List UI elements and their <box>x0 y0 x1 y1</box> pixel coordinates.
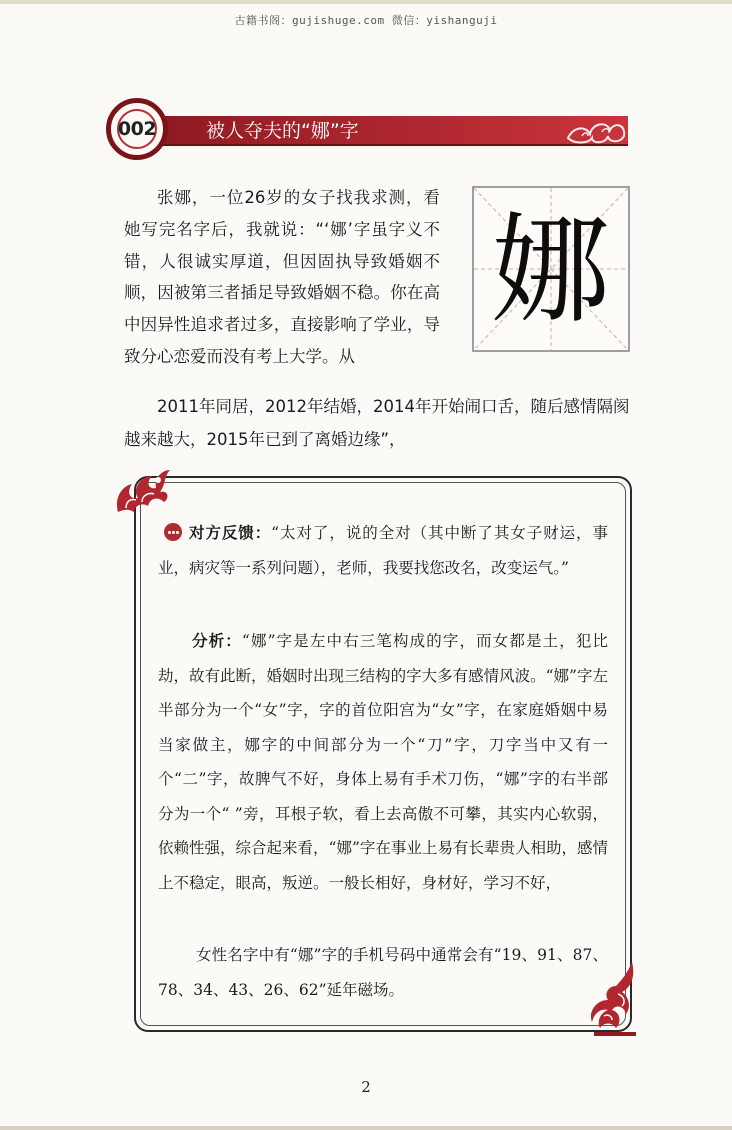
auspicious-cloud-icon <box>564 112 628 148</box>
analysis-paragraph <box>158 624 608 900</box>
page-top-edge <box>0 0 732 4</box>
page-number: 2 <box>361 1078 371 1096</box>
intro-paragraph-continued: 2011年同居，2012年结婚，2014年开始闹口舌，随后感情隔阂越来越大，2015年已到了离婚边缘”， <box>124 397 630 449</box>
section-number: 002 <box>117 118 157 140</box>
chat-bubble-icon <box>164 523 182 541</box>
watermark: 古籍书阁：gujishuge.com 微信：yishanguji <box>234 14 498 27</box>
character-glyph: 娜 <box>491 201 610 339</box>
analysis-text: “娜”字是左中右三笔构成的字，而女都是土，犯比劫，故有此断，婚姻时出现三结构的字大多有感情风波。“娜”字左半部分为一个“女”字，字的首位阳宫为“女”字，在家庭婚姻中易当家做主，娜字的中间部分为一个“刀”字，刀字当中又有一个“二”字，故脾气不好，身体上易有手术刀伤，“娜”字的右半部分为一个“ ”旁，耳根子软，看上去高傲不可攀，其实内心软弱，依赖性强，综合起来看，“娜”字在事业上易有长辈贵人相助，感情上不稳定，眼高，叛逆。一般长相好，身材好，学习不好， <box>158 632 608 892</box>
section-title: 被人夺夫的“娜”字 <box>206 120 359 142</box>
intro-paragraph: 张娜，一位26岁的女子找我求测，看她写完名字后，我就说：“‘娜’字虽字义不错，人很诚实厚道，但因固执导致婚姻不顺，因被第三者插足导致婚姻不稳。你在高中因异性追求者过多，直接影响了学业，导致分心恋爱而没有考上大学。从 <box>124 188 440 366</box>
page-bottom-edge <box>0 1126 732 1130</box>
character-grid <box>472 186 630 352</box>
phone-number-paragraph: 女性名字中有“娜”字的手机号码中通常会有“19、91、87、78、34、43、26、62”延年磁场。 <box>158 946 608 999</box>
feedback-text: “太对了，说的全对（其中断了其女子财运，事业，病灾等一系列问题），老师，我要找您改名，改变运气。” <box>158 524 608 577</box>
feedback-paragraph <box>158 516 608 585</box>
section-number-badge <box>106 98 168 160</box>
flame-ornament-icon <box>112 462 174 518</box>
feedback-label: 对方反馈： <box>188 524 272 542</box>
section-header <box>106 98 630 160</box>
header-band-underline <box>154 144 628 146</box>
analysis-label: 分析： <box>192 632 242 650</box>
